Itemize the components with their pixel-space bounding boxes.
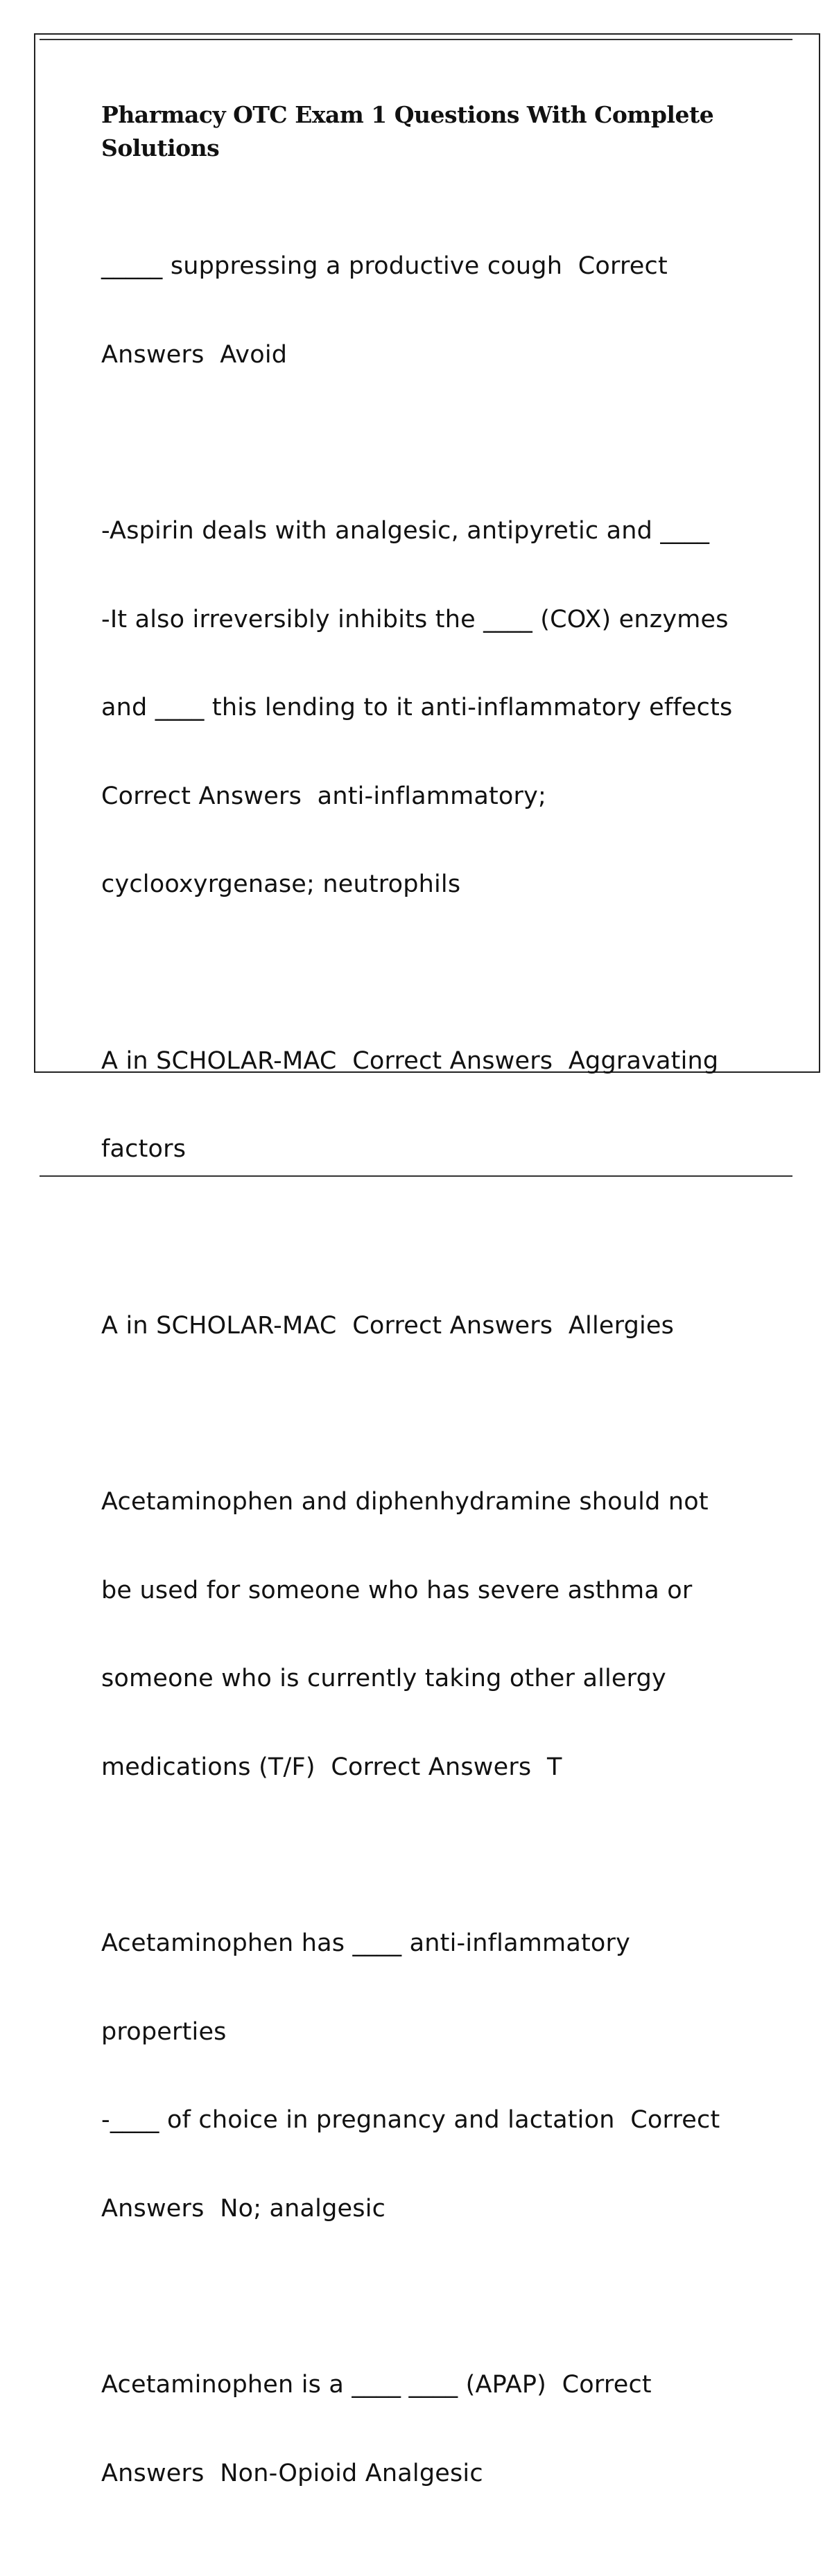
qa-entry — [101, 457, 795, 958]
qa-entry — [101, 193, 795, 428]
qa-line: and ____ this lending to it anti-inflammatory effects — [101, 694, 733, 721]
qa-entry — [101, 1252, 795, 1400]
qa-line: -It also irreversibly inhibits the ____ (COX) enzymes — [101, 605, 729, 633]
qa-entry — [101, 2311, 795, 2547]
document-title: Pharmacy OTC Exam 1 Questions With Complete Solutions — [101, 101, 714, 161]
qa-line: _____ suppressing a productive cough Correct — [101, 252, 668, 280]
qa-line: medications (T/F) Correct Answers T — [101, 1753, 562, 1781]
qa-line: be used for someone who has severe asthma or — [101, 1576, 693, 1604]
qa-entry — [101, 988, 795, 1223]
qa-line: -Aspirin deals with analgesic, antipyretic and ____ — [101, 517, 710, 545]
qa-line: Acetaminophen has ____ anti-inflammatory — [101, 1929, 631, 1957]
qa-line: someone who is currently taking other allergy — [101, 1665, 666, 1692]
qa-line: Acetaminophen is a ____ ____ (APAP) Correct — [101, 2371, 652, 2399]
qa-entry — [101, 1428, 795, 1841]
qa-line: Acetaminophen and diphenhydramine should not — [101, 1488, 709, 1516]
qa-entry — [101, 1870, 795, 2282]
header-rule — [40, 39, 792, 40]
qa-line: A in SCHOLAR-MAC Correct Answers Aggravating — [101, 1046, 719, 1075]
document-body — [101, 98, 795, 2576]
qa-line: properties — [101, 2017, 227, 2046]
qa-line: Answers Avoid — [101, 340, 288, 369]
qa-line: cyclooxyrgenase; neutrophils — [101, 870, 461, 898]
qa-line: factors — [101, 1135, 187, 1163]
qa-line: Answers Non-Opioid Analgesic — [101, 2459, 483, 2487]
qa-line: Correct Answers anti-inflammatory; — [101, 782, 547, 810]
qa-line: Answers No; analgesic — [101, 2194, 386, 2223]
qa-line: A in SCHOLAR-MAC Correct Answers Allergies — [101, 1311, 675, 1340]
qa-line: -____ of choice in pregnancy and lactation Correct — [101, 2106, 720, 2134]
